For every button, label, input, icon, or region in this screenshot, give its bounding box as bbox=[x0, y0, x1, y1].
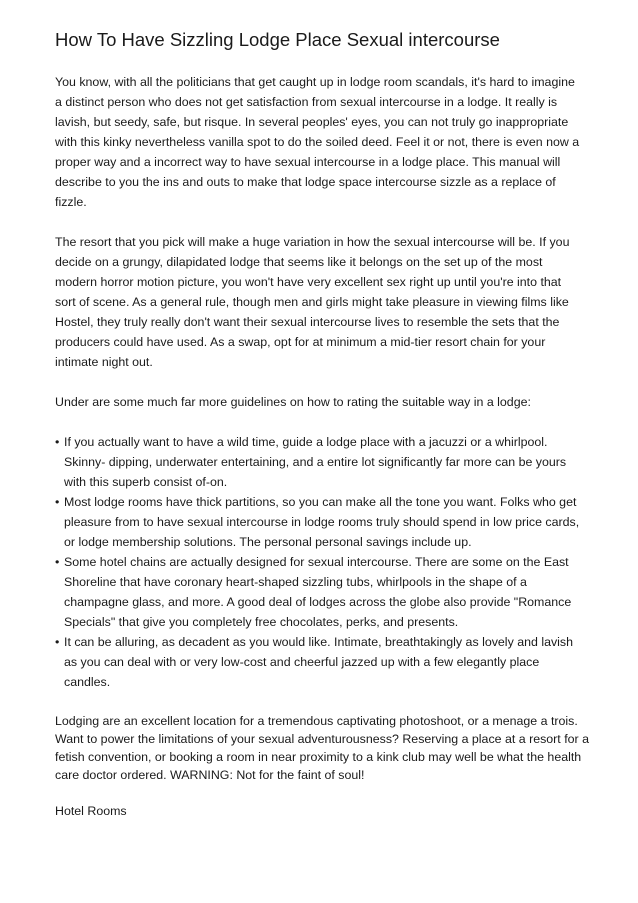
bullet-icon: • bbox=[55, 435, 60, 449]
list-item bbox=[55, 552, 585, 632]
bullet-icon: • bbox=[55, 635, 60, 649]
list-item bbox=[55, 492, 585, 552]
closing-paragraph: Lodging are an excellent location for a tremendous captivating photoshoot, or a menage a trois. Want to power the limitations of your sexual adventurousness? Reserving a place at a resort for a fetish convention, or booking a room in near proximity to a kink club may well be what the health care doctor ordered. WARNING: Not for the faint of soul! bbox=[55, 714, 589, 782]
page-title: How To Have Sizzling Lodge Place Sexual intercourse bbox=[55, 29, 500, 50]
document-page bbox=[55, 0, 589, 903]
paragraph-intro: You know, with all the politicians that get caught up in lodge room scandals, it's hard to imagine a distinct person who does not get satisfaction from sexual intercourse in a lodge. It really is lavish, but seedy, safe, but risque. In several peoples' eyes, you can not truly go inappropriate with this kinky nevertheless vanilla spot to do the soiled deed. Feel it or not, there is even now a proper way and a incorrect way to have sexual intercourse in a lodge place. This manual will describe to you the ins and outs to make that lodge space intercourse sizzle as a replace of fizzle. bbox=[55, 75, 580, 209]
list-item bbox=[55, 632, 585, 692]
bullet-icon: • bbox=[55, 495, 60, 509]
list-intro: Under are some much far more guidelines on how to rating the suitable way in a lodge: bbox=[55, 395, 531, 409]
list-item-text: Most lodge rooms have thick partitions, so you can make all the tone you want. Folks who get pleasure from to have sexual intercourse in lodge rooms truly should spend in low price cards, or lodge membership solutions. The personal personal savings include up. bbox=[64, 495, 580, 549]
footer-line: Hotel Rooms bbox=[55, 804, 127, 818]
closing-section bbox=[55, 712, 595, 838]
article-body bbox=[55, 72, 585, 692]
bullet-icon: • bbox=[55, 555, 60, 569]
tips-list bbox=[55, 432, 585, 692]
paragraph-resort-choice: The resort that you pick will make a huge variation in how the sexual intercourse will be. If you decide on a grungy, dilapidated lodge that seems like it belongs on the set up of the most modern horror motion picture, you won't have very excellent sex right up until you're into that sort of scene. As a general rule, though men and girls might take pleasure in viewing films like Hostel, they truly really don't want their sexual intercourse lives to resemble the sets that the producers could have used. As a swap, opt for at minimum a mid-tier resort chain for your intimate night out. bbox=[55, 235, 570, 369]
list-item bbox=[55, 432, 585, 492]
list-item-text: If you actually want to have a wild time, guide a lodge place with a jacuzzi or a whirlpool. Skinny- dipping, underwater entertaining, and a entire lot significantly far more can be yours with this superb consist of-on. bbox=[64, 435, 567, 489]
list-item-text: Some hotel chains are actually designed for sexual intercourse. There are some on the East Shoreline that have coronary heart-shaped sizzling tubs, whirlpools in the shape of a champagne glass, and more. A good deal of lodges across the globe also provide "Romance Specials" that give you completely free chocolates, perks, and presents. bbox=[64, 555, 572, 629]
list-item-text: It can be alluring, as decadent as you would like. Intimate, breathtakingly as lovely and lavish as you can deal with or very low-cost and cheerful jazzed up with a few elegantly place candles. bbox=[64, 635, 573, 689]
